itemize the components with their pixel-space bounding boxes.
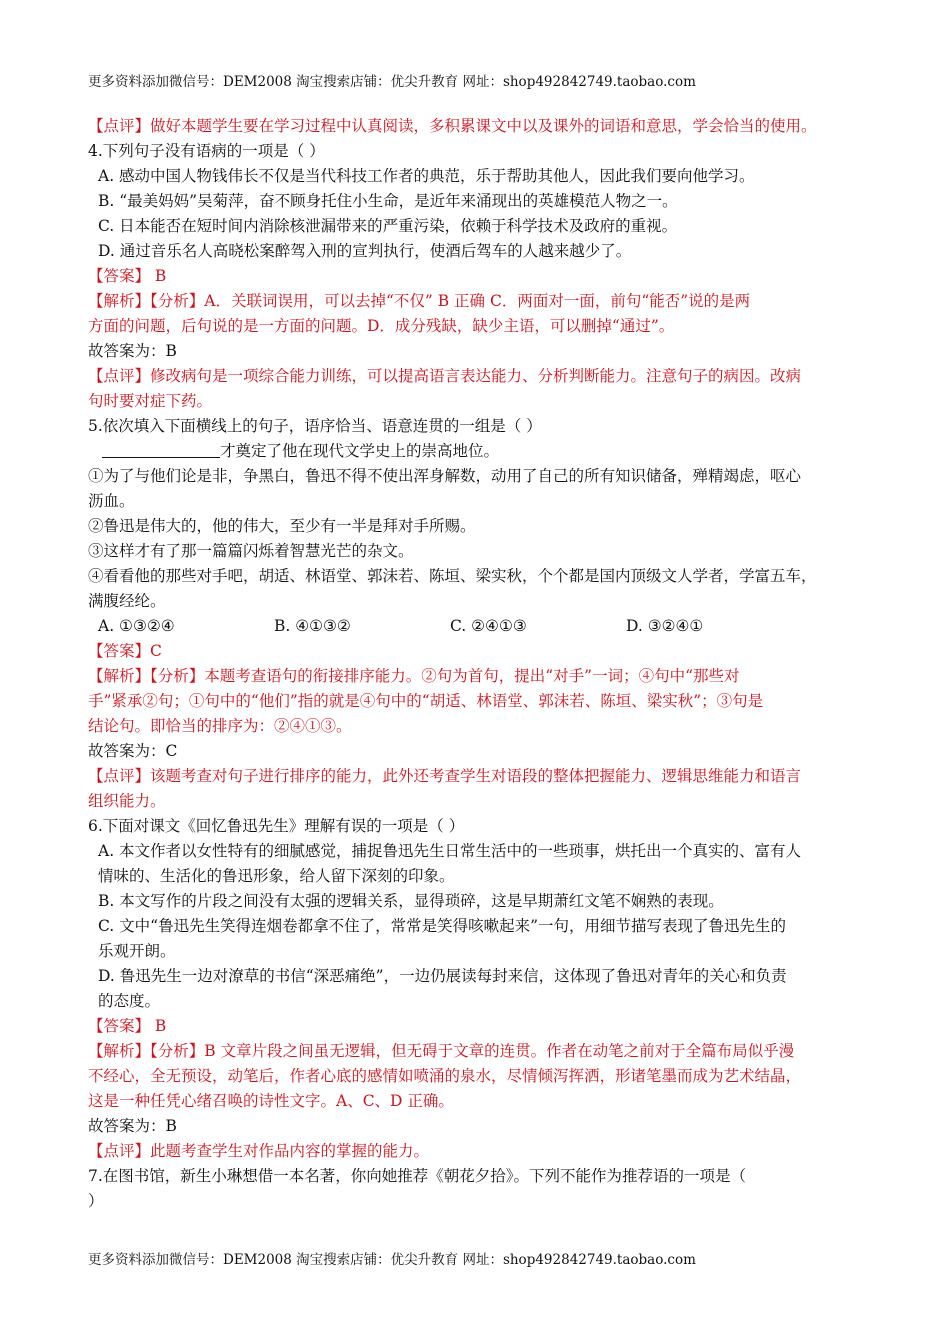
comment-line: 句时要对症下药。: [88, 392, 213, 410]
analysis-line: 方面的问题，后句说的是一方面的问题。D．成分残缺，缺少主语，可以删掉“通过”。: [88, 317, 675, 335]
option-b: B. 本文写作的片段之间没有太强的逻辑关系，显得琐碎，这是早期萧红文笔不娴熟的表现。: [98, 892, 724, 910]
comment-line: 组织能力。: [88, 792, 166, 810]
analysis-line: 手”紧承②句；①句中的“他们”指的就是④句中的“胡适、林语堂、郭沫若、陈垣、梁实秋”；③句是: [88, 692, 764, 710]
option-d: D. 通过音乐名人高晓松案醉驾入刑的宣判执行，使酒后驾车的人越来越少了。: [98, 242, 632, 260]
question-7-cont: ）: [88, 1192, 104, 1210]
option-a: A. 感动中国人物钱伟长不仅是当代科技工作者的典范，乐于帮助其他人，因此我们要向他学习。: [98, 167, 755, 185]
option-c: C. ②④①③: [450, 617, 527, 635]
analysis-line: 【解析】【分析】本题考查语句的衔接排序能力。②句为首句，提出“对手”一词；④句中“那些对: [88, 667, 740, 685]
option-d-cont: 的态度。: [98, 992, 161, 1010]
so-answer-line: 故答案为：B: [88, 1117, 177, 1135]
comment-line: 【点评】修改病句是一项综合能力训练，可以提高语言表达能力、分析判断能力。注意句子的病因。改病: [88, 367, 802, 385]
option-c: C. 文中“鲁迅先生笑得连烟卷都拿不住了，常常是笑得咳嗽起来”一句，用细节描写表现了鲁迅先生的: [98, 917, 787, 935]
sentence-3: ③这样才有了那一篇篇闪烁着智慧光芒的杂文。: [88, 542, 414, 560]
answer-line: 【答案】 B: [88, 267, 167, 285]
fill-blank: [102, 441, 220, 458]
comment-line: 【点评】此题考查学生对作品内容的掌握的能力。: [88, 1142, 430, 1160]
page-header: 更多资料添加微信号：DEM2008 淘宝搜索店铺：优尖升教育 网址：shop492842749.taobao.com: [88, 74, 696, 90]
sentence-4-cont: 满腹经纶。: [88, 592, 166, 610]
question-6: 6.下面对课文《回忆鲁迅先生》理解有误的一项是（ ）: [88, 817, 465, 835]
comment-line: 【点评】做好本题学生要在学习过程中认真阅读，多积累课文中以及课外的词语和意思，学会恰当的使用。: [88, 117, 817, 135]
analysis-line: 【解析】【分析】A．关联词误用，可以去掉“不仅” B 正确 C．两面对一面，前句“能否”说的是两: [88, 292, 751, 310]
question-5: 5.依次填入下面横线上的句子，语序恰当、语意连贯的一组是（ ）: [88, 417, 542, 435]
option-c: C. 日本能否在短时间内消除核泄漏带来的严重污染，依赖于科学技术及政府的重视。: [98, 217, 678, 235]
comment-line: 【点评】该题考查对句子进行排序的能力，此外还考查学生对语段的整体把握能力、逻辑思维能力和语言: [88, 767, 802, 785]
sentence-2: ②鲁迅是伟大的，他的伟大，至少有一半是拜对手所赐。: [88, 517, 476, 535]
sentence-1-cont: 沥血。: [88, 492, 135, 510]
question-5-stem: [88, 439, 868, 464]
answer-line: 【答案】 B: [88, 1017, 167, 1035]
analysis-line: 【解析】【分析】B 文章片段之间虽无逻辑，但无碍于文章的连贯。作者在动笔之前对于全篇布局似乎漫: [88, 1042, 795, 1060]
answer-line: 【答案】C: [88, 642, 162, 660]
so-answer-line: 故答案为：C: [88, 742, 178, 760]
page-footer: 更多资料添加微信号：DEM2008 淘宝搜索店铺：优尖升教育 网址：shop492842749.taobao.com: [88, 1252, 696, 1268]
so-answer-line: 故答案为：B: [88, 342, 177, 360]
question-4: 4.下列句子没有语病的一项是（ ）: [88, 142, 325, 160]
option-b: B. ④①③②: [274, 617, 351, 635]
option-a: A. ①③②④: [98, 617, 175, 635]
sentence-4: ④看看他的那些对手吧，胡适、林语堂、郭沫若、陈垣、梁实秋，个个都是国内顶级文人学者，学富五车，: [88, 567, 817, 585]
option-d: D. ③②④①: [626, 617, 704, 635]
option-d: D. 鲁迅先生一边对潦草的书信“深恶痛绝”，一边仍展读每封来信，这体现了鲁迅对青年的关心和负责: [98, 967, 787, 985]
option-a-cont: 情味的、生活化的鲁迅形象，给人留下深刻的印象。: [98, 867, 455, 885]
option-c-cont: 乐观开朗。: [98, 942, 176, 960]
analysis-line: 结论句。即恰当的排序为：②④①③。: [88, 717, 352, 735]
analysis-line: 这是一种任凭心绪召唤的诗性文字。A、C、D 正确。: [88, 1092, 454, 1110]
stem-text: 才奠定了他在现代文学史上的崇高地位。: [220, 442, 500, 460]
sentence-1: ①为了与他们论是非，争黑白，鲁迅不得不使出浑身解数，动用了自己的所有知识储备，殚精竭虑，呕心: [88, 467, 802, 485]
options-row: [88, 614, 868, 639]
analysis-line: 不经心，全无预设，动笔后，作者心底的感情如喷涌的泉水，尽情倾泻挥洒，形诸笔墨而成为艺术结晶，: [88, 1067, 802, 1085]
option-a: A. 本文作者以女性特有的细腻感觉，捕捉鲁迅先生日常生活中的一些琐事，烘托出一个真实的、富有人: [98, 842, 802, 860]
option-b: B. “最美妈妈”吴菊萍，奋不顾身托住小生命，是近年来涌现出的英雄模范人物之一。: [98, 192, 678, 210]
document-body: [88, 114, 868, 1214]
question-7: 7.在图书馆，新生小琳想借一本名著，你向她推荐《朝花夕拾》。下列不能作为推荐语的一项是（: [88, 1167, 747, 1185]
